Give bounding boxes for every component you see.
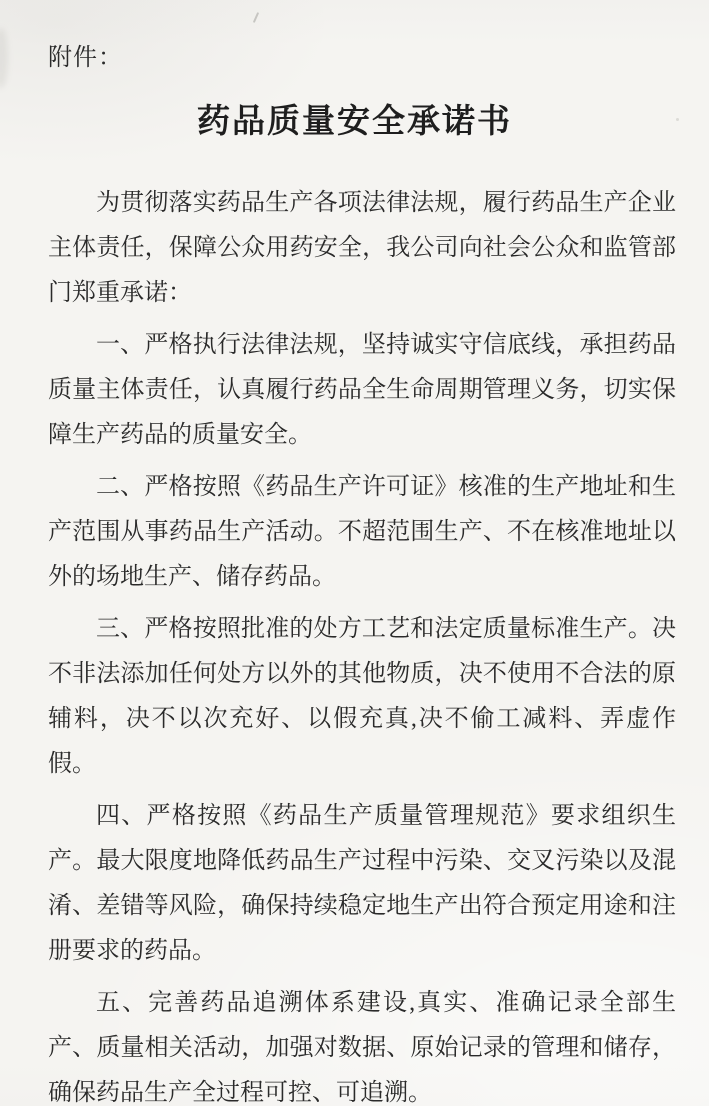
paragraph-commitment-4: 四、严格按照《药品生产质量管理规范》要求组织生产。最大限度地降低药品生产过程中污染、交叉污染以及混淆、差错等风险，确保持续稳定地生产出符合预定用途和注册要求的药品。 — [48, 803, 676, 964]
attachment-label: 附件： — [48, 45, 123, 71]
paragraph-commitment-3: 三、严格按照批准的处方工艺和法定质量标准生产。决不非法添加任何处方以外的其他物质，决不使用不合法的原辅料，决不以次充好、以假充真,决不偷工减料、弄虚作假。 — [48, 616, 676, 777]
document-body — [48, 181, 676, 1106]
scan-artifact-smudge — [0, 28, 8, 88]
paragraph-commitment-5: 五、完善药品追溯体系建设,真实、准确记录全部生产、质量相关活动，加强对数据、原始记录的管理和储存，确保药品生产全过程可控、可追溯。 — [48, 990, 676, 1106]
paragraph-commitment-2: 二、严格按照《药品生产许可证》核准的生产地址和生产范围从事药品生产活动。不超范围生产、不在核准地址以外的场地生产、储存药品。 — [48, 474, 676, 590]
document-title: 药品质量安全承诺书 — [197, 102, 512, 139]
paragraph-intro: 为贯彻落实药品生产各项法律法规，履行药品生产企业主体责任，保障公众用药安全，我公司向社会公众和监管部门郑重承诺： — [48, 190, 676, 306]
paragraph-commitment-1: 一、严格执行法律法规，坚持诚实守信底线，承担药品质量主体责任，认真履行药品全生命周期管理义务，切实保障生产药品的质量安全。 — [48, 332, 676, 448]
